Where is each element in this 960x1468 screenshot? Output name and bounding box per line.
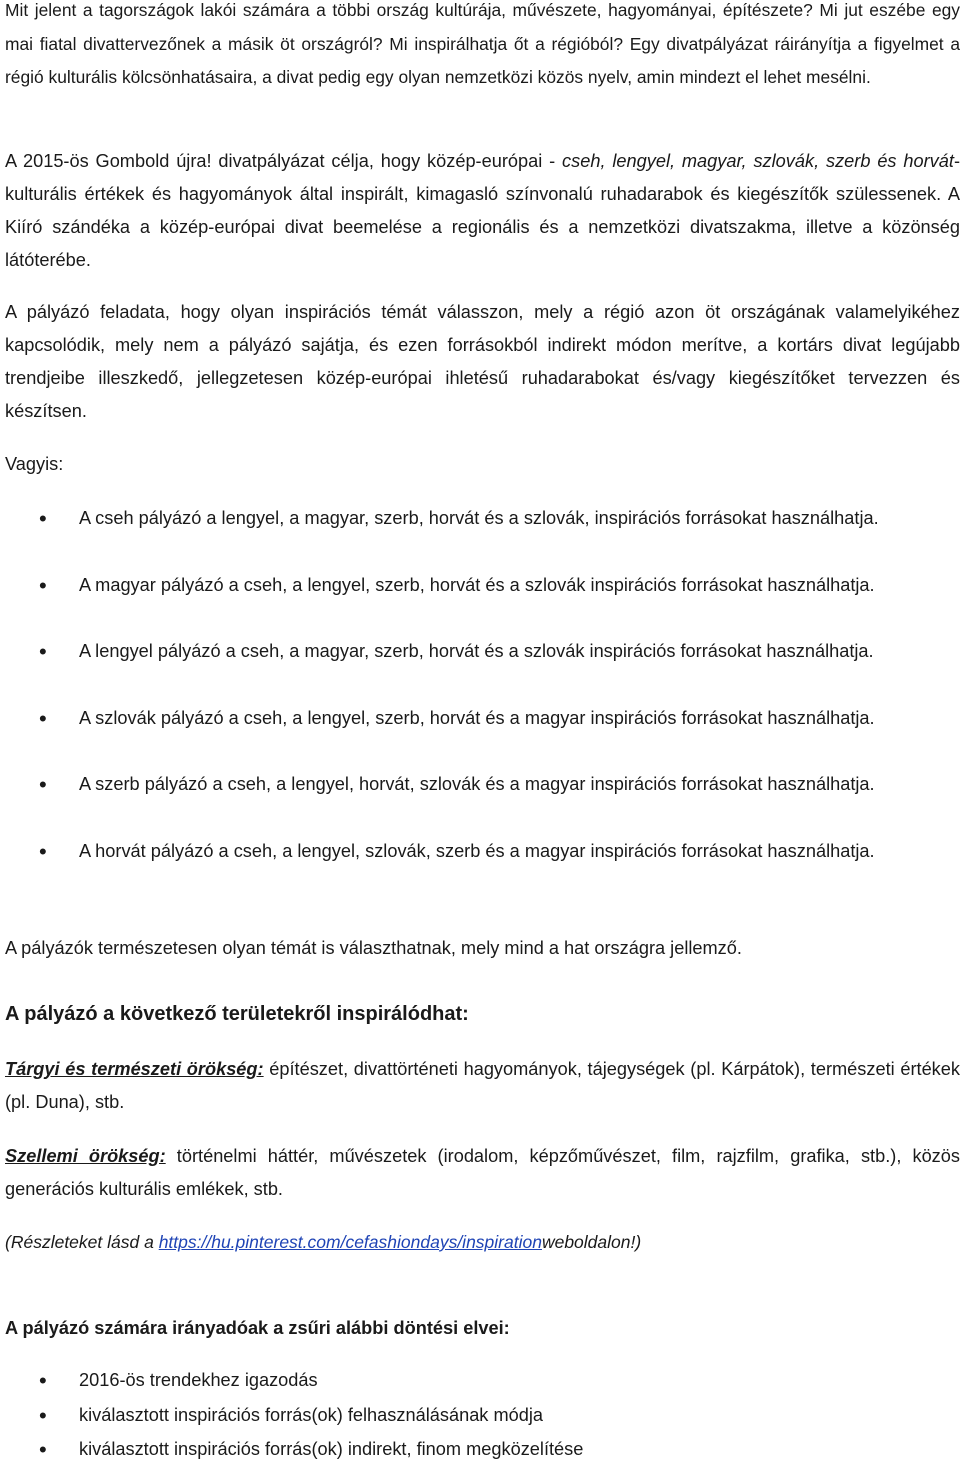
list-item: • A szerb pályázó a cseh, a lengyel, horvát, szlovák és a magyar inspirációs forrásokat használhatja. (5, 768, 960, 835)
list-item: • A szlovák pályázó a cseh, a lengyel, szerb, horvát és a magyar inspirációs forrásokat használhatja. (5, 702, 960, 769)
tangible-heritage-paragraph (5, 1053, 960, 1119)
goal-paragraph (5, 145, 960, 277)
list-item: • A magyar pályázó a cseh, a lengyel, szerb, horvát és a szlovák inspirációs forrásokat használhatja. (5, 569, 960, 636)
list-item: • 2016-ös trendekhez igazodás (5, 1364, 960, 1399)
details-note (5, 1226, 960, 1259)
list-item: • A horvát pályázó a cseh, a lengyel, szlovák, szerb és a magyar inspirációs forrásokat használhatja. (5, 835, 960, 902)
details-prefix: (Részleteket lásd a (5, 1232, 159, 1252)
spiritual-heritage-label: Szellemi örökség: (5, 1146, 166, 1166)
intro-paragraph: Mit jelent a tagországok lakói számára a többi ország kultúrája, művészete, hagyományai, építészete? Mi jut eszébe egy mai fiatal divattervezőnek a másik öt országról? Mi inspirálhatja őt a régióból? Egy divatpályázat ráirányítja a figyelmet a régió kulturális kölcsönhatásaira, a divat pedig egy olyan nemzetközi közös nyelv, amin mindezt el lehet mesélni. (5, 0, 960, 88)
goal-text-end: - kulturális értékek és hagyományok által inspirált, kimagasló színvonalú ruhadarabok és kiegészítők szülessenek. A Kiíró szándéka a közép-európai divat beemelése a regionális és a nemzetközi divatszakma, illetve a közönség látóterébe. (5, 151, 960, 270)
spiritual-heritage-text: történelmi háttér, művészetek (irodalom, képzőművészet, film, rajzfilm, grafika, stb.), közös generációs kulturális emlékek, stb. (5, 1146, 960, 1199)
tangible-heritage-text: építészet, divattörténeti hagyományok, tájegységek (pl. Kárpátok), természeti értékek (pl. Duna), stb. (5, 1059, 960, 1112)
goal-text-start: A 2015-ös Gombold újra! divatpályázat célja, hogy közép-európai - (5, 151, 563, 171)
list-item: • kiválasztott inspirációs forrás(ok) indirekt, finom megközelítése (5, 1433, 960, 1468)
country-rules-list (5, 502, 960, 901)
pinterest-link[interactable]: https://hu.pinterest.com/cefashiondays/inspiration (158, 1232, 542, 1252)
task-paragraph: A pályázó feladata, hogy olyan inspirációs témát válasszon, mely a régió azon öt országának valamelyikéhez kapcsolódik, mely nem a pályázó sajátja, és ezen forrásokból indirekt módon merítve, a kortárs divat legújabb trendjeibe illeszkedő, jellegzetesen közép-európai ihletésű ruhadarabokat és/vagy kiegészítőket tervezzen és készítsen. (5, 302, 960, 421)
jury-heading: A pályázó számára irányadóak a zsűri alábbi döntési elvei: (5, 1318, 510, 1338)
list-item: • A lengyel pályázó a cseh, a magyar, szerb, horvát és a szlovák inspirációs forrásokat használhatja. (5, 635, 960, 702)
six-countries-paragraph: A pályázók természetesen olyan témát is választhatnak, mely mind a hat országra jellemző. (5, 938, 742, 958)
vagyis-label: Vagyis: (5, 454, 64, 474)
goal-countries-italic: cseh, lengyel, magyar, szlovák, szerb és horvát (562, 151, 954, 171)
inspiration-heading: A pályázó a következő területekről inspirálódhat: (5, 1003, 469, 1025)
jury-principles-list (5, 1364, 960, 1468)
details-suffix: weboldalon!) (541, 1232, 642, 1252)
tangible-heritage-label: Tárgyi és természeti örökség: (5, 1059, 264, 1079)
list-item: • A cseh pályázó a lengyel, a magyar, szerb, horvát és a szlovák, inspirációs forrásokat használhatja. (5, 502, 960, 569)
list-item: • kiválasztott inspirációs forrás(ok) felhasználásának módja (5, 1399, 960, 1434)
spiritual-heritage-paragraph (5, 1140, 960, 1206)
